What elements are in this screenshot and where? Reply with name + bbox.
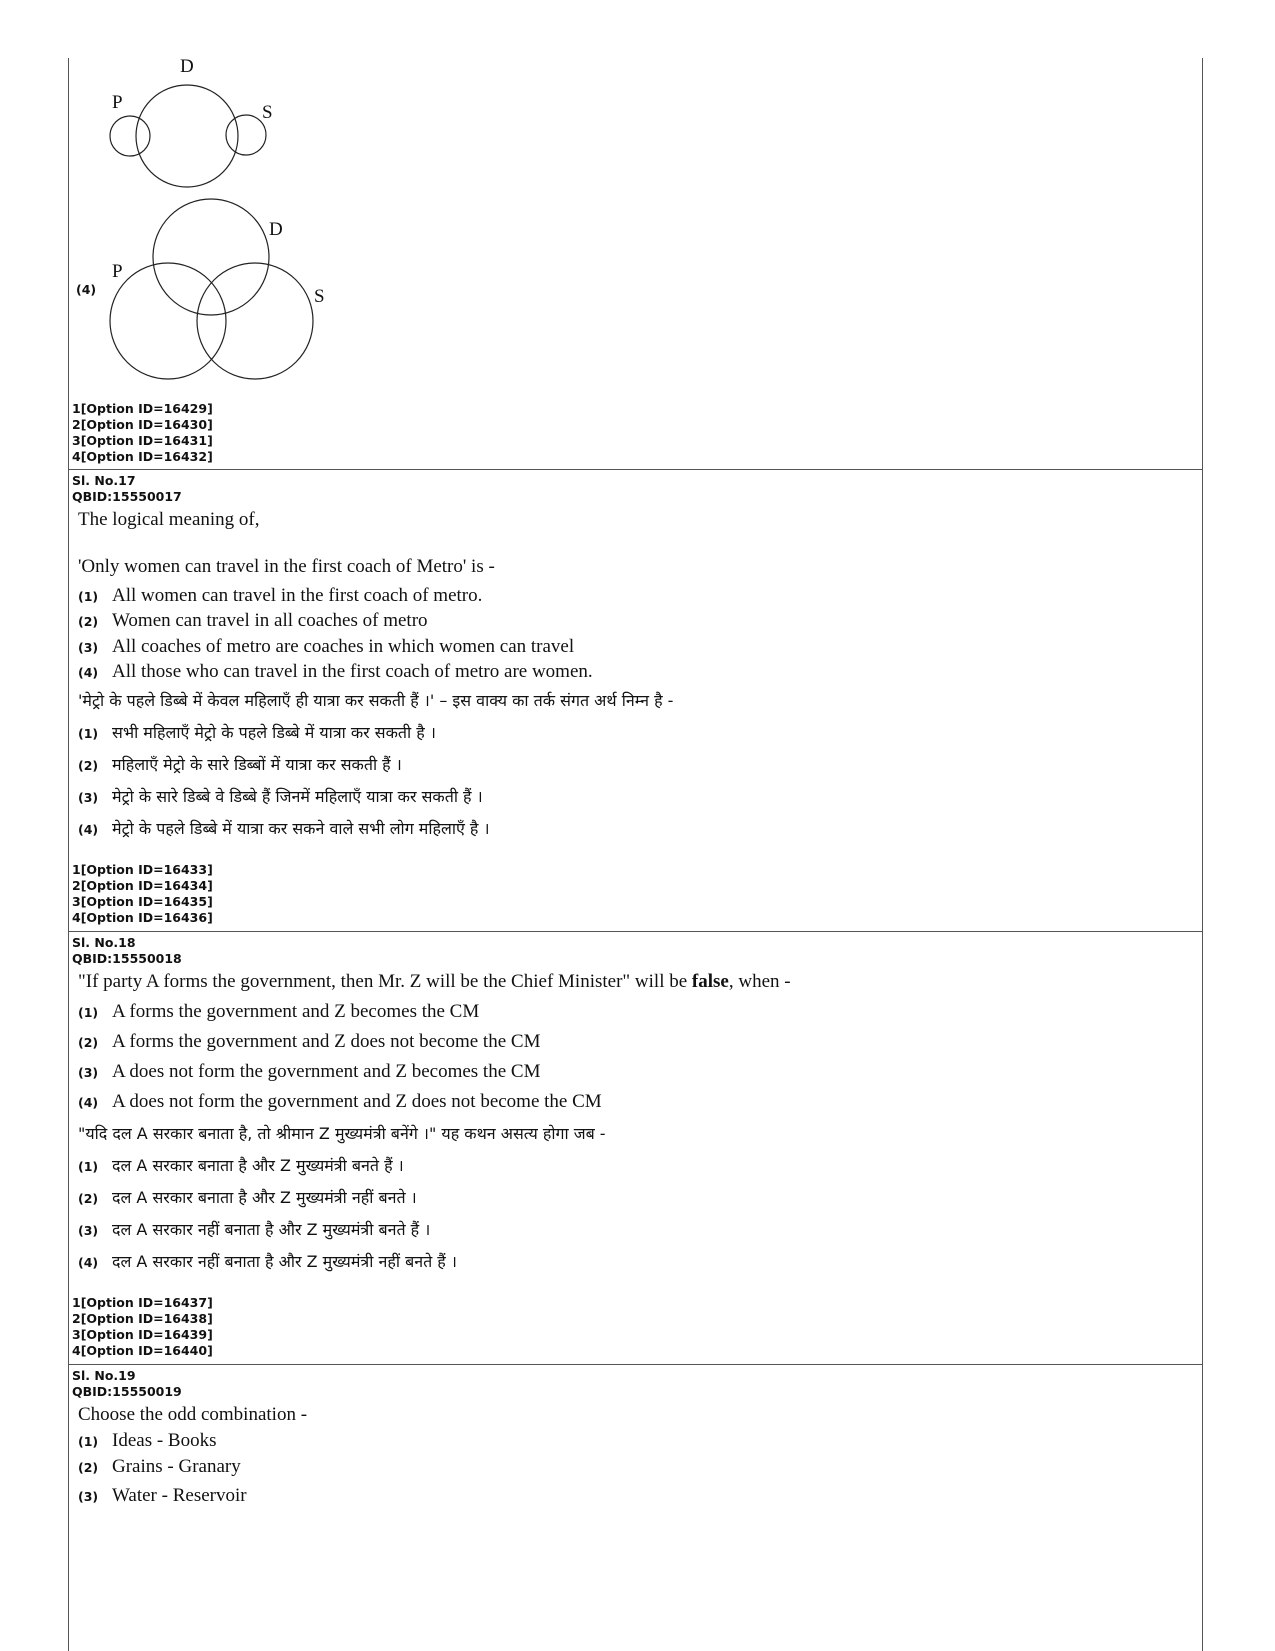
- option-text: मेट्रो के पहले डिब्बे में यात्रा कर सकने वाले सभी लोग महिलाएँ है ।: [112, 819, 490, 838]
- option-text: दल A सरकार बनाता है और Z मुख्यमंत्री नहीं बनते ।: [112, 1188, 417, 1207]
- serial-number: Sl. No.17: [72, 473, 136, 488]
- qbid: QBID:15550019: [72, 1384, 182, 1399]
- answer-option: [78, 1455, 241, 1480]
- option-number: (3): [78, 1223, 99, 1238]
- answer-option-hindi: [78, 1219, 430, 1242]
- option-text: A forms the government and Z becomes the CM: [112, 1001, 480, 1022]
- option-number: (2): [78, 1460, 99, 1475]
- divider: [68, 931, 1203, 932]
- venn-circle-p: [110, 116, 150, 156]
- option-text: A forms the government and Z does not become the CM: [112, 1031, 541, 1052]
- option-number: (4): [78, 822, 99, 837]
- option-id: 4[Option ID=16436]: [72, 910, 213, 925]
- serial-number: Sl. No.18: [72, 935, 136, 950]
- divider: [68, 469, 1203, 470]
- venn-label-s: S: [262, 102, 273, 123]
- question-text: The logical meaning of,: [78, 509, 260, 530]
- option-text: Grains - Granary: [112, 1456, 241, 1477]
- option-id: 1[Option ID=16433]: [72, 862, 213, 877]
- question-text-part: , when -: [728, 971, 791, 992]
- option-text: Women can travel in all coaches of metro: [112, 610, 428, 631]
- option-text: All women can travel in the first coach of metro.: [112, 585, 483, 606]
- option-number: (3): [78, 640, 99, 655]
- answer-option-hindi: [78, 1251, 457, 1274]
- answer-option: [78, 584, 482, 609]
- answer-option: [78, 1090, 602, 1115]
- answer-option-hindi: [78, 722, 436, 745]
- option-id-list: [72, 862, 213, 926]
- venn-label-p: P: [112, 92, 123, 113]
- venn-diagram-option-3: [100, 50, 300, 200]
- option-number: (1): [78, 589, 99, 604]
- question-text: 'Only women can travel in the first coach of Metro' is -: [78, 556, 495, 577]
- answer-option: [78, 660, 593, 685]
- question-text-hindi: "यदि दल A सरकार बनाता है, तो श्रीमान Z मुख्यमंत्री बनेंगे ।" यह कथन असत्य होगा जब -: [78, 1124, 606, 1143]
- answer-option: [78, 1429, 216, 1454]
- answer-option: [78, 1484, 247, 1509]
- answer-option-hindi: [78, 1155, 404, 1178]
- option-id: 3[Option ID=16431]: [72, 433, 213, 448]
- option-number: (1): [78, 1434, 99, 1449]
- option-number: (4): [76, 282, 97, 297]
- answer-option: [78, 635, 574, 660]
- option-number: (4): [78, 1095, 99, 1110]
- serial-number: Sl. No.19: [72, 1368, 136, 1383]
- venn-label-d: D: [269, 219, 283, 240]
- answer-option-hindi: [78, 786, 483, 809]
- answer-option: [78, 1030, 540, 1055]
- option-number: (1): [78, 726, 99, 741]
- venn-circle-p: [110, 263, 226, 379]
- venn-circle-d: [153, 199, 269, 315]
- venn-circle-s: [226, 115, 266, 155]
- option-number: (3): [78, 1489, 99, 1504]
- venn-label-d: D: [180, 56, 194, 77]
- venn-diagram-option-4: [100, 195, 340, 390]
- answer-option: [78, 609, 428, 634]
- question-text-part: "If party A forms the government, then Mr. Z will be the Chief Minister" will be: [78, 971, 692, 992]
- option-id: 4[Option ID=16432]: [72, 449, 213, 464]
- venn-circle-s: [197, 263, 313, 379]
- answer-option: [78, 1000, 479, 1025]
- question-text: [78, 970, 791, 994]
- option-id: 1[Option ID=16429]: [72, 401, 213, 416]
- question-text-hindi: 'मेट्रो के पहले डिब्बे में केवल महिलाएँ ही यात्रा कर सकती हैं ।' – इस वाक्य का तर्क संगत अर्थ निम्न है -: [78, 691, 674, 710]
- option-number: (3): [78, 790, 99, 805]
- answer-option: [78, 1060, 540, 1085]
- option-number: (1): [78, 1005, 99, 1020]
- option-text: महिलाएँ मेट्रो के सारे डिब्बों में यात्रा कर सकती हैं ।: [112, 755, 402, 774]
- option-id: 2[Option ID=16438]: [72, 1311, 213, 1326]
- option-id: 2[Option ID=16434]: [72, 878, 213, 893]
- question-text: Choose the odd combination -: [78, 1404, 308, 1425]
- question-header: [72, 1368, 182, 1400]
- answer-option-hindi: [78, 1187, 417, 1210]
- option-id: 3[Option ID=16435]: [72, 894, 213, 909]
- answer-option-hindi: [78, 754, 402, 777]
- option-number: (3): [78, 1065, 99, 1080]
- divider: [68, 1364, 1203, 1365]
- option-number: (2): [78, 1035, 99, 1050]
- option-id: 2[Option ID=16430]: [72, 417, 213, 432]
- venn-circle-d: [136, 85, 238, 187]
- option-text: A does not form the government and Z becomes the CM: [112, 1061, 541, 1082]
- answer-option-hindi: [78, 818, 490, 841]
- option-text: All coaches of metro are coaches in which women can travel: [112, 636, 575, 657]
- option-number: (4): [78, 665, 99, 680]
- option-number: (4): [78, 1255, 99, 1270]
- question-header: [72, 935, 182, 967]
- option-number: (1): [78, 1159, 99, 1174]
- question-header: [72, 473, 182, 505]
- qbid: QBID:15550017: [72, 489, 182, 504]
- option-text: A does not form the government and Z does not become the CM: [112, 1091, 602, 1112]
- option-id: 1[Option ID=16437]: [72, 1295, 213, 1310]
- option-text: Water - Reservoir: [112, 1485, 247, 1506]
- question-text-bold: false: [691, 971, 729, 992]
- option-id-list: [72, 1295, 213, 1359]
- qbid: QBID:15550018: [72, 951, 182, 966]
- option-text: दल A सरकार नहीं बनाता है और Z मुख्यमंत्री नहीं बनते हैं ।: [112, 1252, 457, 1271]
- venn-label-s: S: [314, 286, 325, 307]
- option-id-list: [72, 401, 213, 465]
- option-number: (2): [78, 614, 99, 629]
- option-text: सभी महिलाएँ मेट्रो के पहले डिब्बे में यात्रा कर सकती है ।: [112, 723, 436, 742]
- option-text: Ideas - Books: [112, 1430, 217, 1451]
- option-text: दल A सरकार नहीं बनाता है और Z मुख्यमंत्री बनते हैं ।: [112, 1220, 431, 1239]
- option-id: 3[Option ID=16439]: [72, 1327, 213, 1342]
- option-number: (2): [78, 758, 99, 773]
- option-text: मेट्रो के सारे डिब्बे वे डिब्बे हैं जिनमें महिलाएँ यात्रा कर सकती हैं ।: [112, 787, 483, 806]
- option-text: दल A सरकार बनाता है और Z मुख्यमंत्री बनते हैं ।: [112, 1156, 404, 1175]
- option-id: 4[Option ID=16440]: [72, 1343, 213, 1358]
- option-text: All those who can travel in the first coach of metro are women.: [112, 661, 593, 682]
- venn-label-p: P: [112, 261, 123, 282]
- option-number: (2): [78, 1191, 99, 1206]
